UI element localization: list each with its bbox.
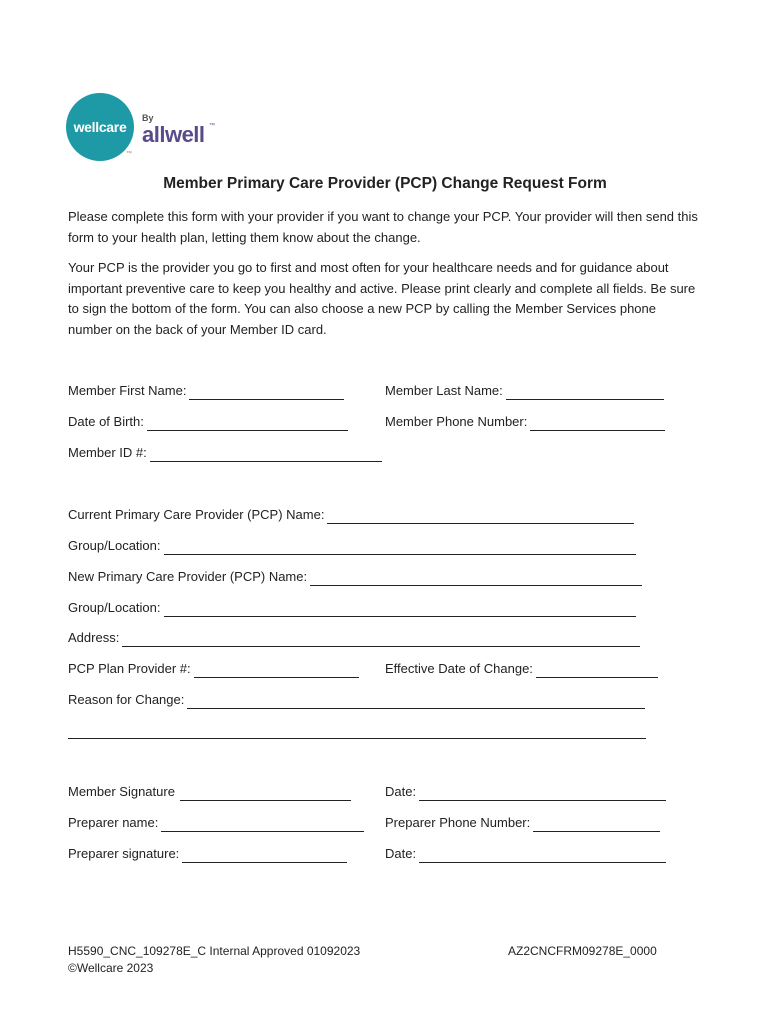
member-phone-field: [385, 413, 665, 431]
date-2-input[interactable]: [419, 848, 666, 863]
footer-copyright: ©Wellcare 2023: [68, 961, 154, 975]
intro-paragraph-1: Please complete this form with your provider if you want to change your PCP. Your provider will then send this form to your health plan, letting them know about the change.: [68, 209, 698, 245]
member-first-name-field: [68, 382, 344, 400]
group-location-1-label: Group/Location:: [68, 538, 161, 553]
member-last-name-input[interactable]: [506, 385, 664, 400]
address-label: Address:: [68, 630, 120, 645]
footer-left: [68, 943, 360, 977]
wellcare-logo-circle: [66, 93, 134, 161]
date-of-birth-field: [68, 413, 348, 431]
footer-code: H5590_CNC_109278E_C Internal Approved 01092023: [68, 944, 361, 958]
preparer-name-field: [68, 814, 364, 832]
member-signature-input[interactable]: [180, 786, 351, 801]
member-last-name-field: [385, 382, 664, 400]
member-signature-label: Member Signature: [68, 784, 175, 799]
address-field: [68, 629, 640, 647]
group-location-1-input[interactable]: [164, 540, 636, 555]
preparer-name-label: Preparer name:: [68, 815, 159, 830]
effective-date-field: [385, 660, 658, 678]
wellcare-logo-text: wellcare: [73, 119, 127, 135]
address-input[interactable]: [122, 632, 640, 647]
date-1-label: Date:: [385, 784, 417, 799]
preparer-phone-label: Preparer Phone Number:: [385, 815, 531, 830]
reason-for-change-label: Reason for Change:: [68, 692, 185, 707]
logo-by-text: By: [142, 113, 154, 123]
reason-for-change-line-2[interactable]: [68, 737, 646, 739]
date-2-label: Date:: [385, 846, 417, 861]
reason-for-change-input[interactable]: [187, 694, 645, 709]
reason-for-change-field: [68, 691, 645, 709]
group-location-1-field: [68, 537, 636, 555]
current-pcp-name-field: [68, 506, 634, 524]
date-1-input[interactable]: [419, 786, 666, 801]
date-of-birth-input[interactable]: [147, 416, 348, 431]
date-2-field: [385, 845, 666, 863]
new-pcp-name-input[interactable]: [310, 571, 642, 586]
preparer-name-input[interactable]: [161, 817, 364, 832]
member-first-name-input[interactable]: [189, 385, 344, 400]
effective-date-input[interactable]: [536, 663, 658, 678]
form-title: Member Primary Care Provider (PCP) Change Request Form: [163, 175, 607, 192]
member-last-name-label: Member Last Name:: [385, 383, 503, 398]
preparer-signature-field: [68, 845, 347, 863]
new-pcp-name-label: New Primary Care Provider (PCP) Name:: [68, 569, 308, 584]
member-signature-field: [68, 783, 351, 801]
group-location-2-label: Group/Location:: [68, 600, 161, 615]
pcp-plan-provider-input[interactable]: [194, 663, 359, 678]
allwell-logo-text: allwell: [142, 122, 205, 147]
group-location-2-field: [68, 599, 636, 617]
member-phone-label: Member Phone Number:: [385, 414, 528, 429]
group-location-2-input[interactable]: [164, 602, 636, 617]
pcp-plan-provider-field: [68, 660, 359, 678]
pcp-plan-provider-label: PCP Plan Provider #:: [68, 661, 191, 676]
intro-paragraph-2: Your PCP is the provider you go to first and most often for your healthcare needs and for guidance about important preventive care to keep you healthy and active. Please print clearly and complete all fields. Be sure to sign the bottom of the form. You can also choose a new PCP by calling the Member Services phone number on the back of your Member ID card.: [68, 260, 696, 337]
current-pcp-name-label: Current Primary Care Provider (PCP) Name:: [68, 507, 325, 522]
member-first-name-label: Member First Name:: [68, 383, 187, 398]
member-id-label: Member ID #:: [68, 445, 147, 460]
member-id-input[interactable]: [150, 447, 382, 462]
date-of-birth-label: Date of Birth:: [68, 414, 144, 429]
preparer-signature-label: Preparer signature:: [68, 846, 180, 861]
member-phone-input[interactable]: [530, 416, 665, 431]
current-pcp-name-input[interactable]: [327, 509, 634, 524]
date-1-field: [385, 783, 666, 801]
wellcare-tm: ™: [126, 151, 132, 157]
effective-date-label: Effective Date of Change:: [385, 661, 533, 676]
preparer-signature-input[interactable]: [182, 848, 347, 863]
preparer-phone-input[interactable]: [533, 817, 660, 832]
footer-form-id: AZ2CNCFRM09278E_0000: [508, 944, 657, 958]
wellcare-allwell-logo: [66, 93, 226, 163]
allwell-tm: ™: [209, 123, 215, 129]
new-pcp-name-field: [68, 568, 642, 586]
preparer-phone-field: [385, 814, 660, 832]
member-id-field: [68, 444, 382, 462]
